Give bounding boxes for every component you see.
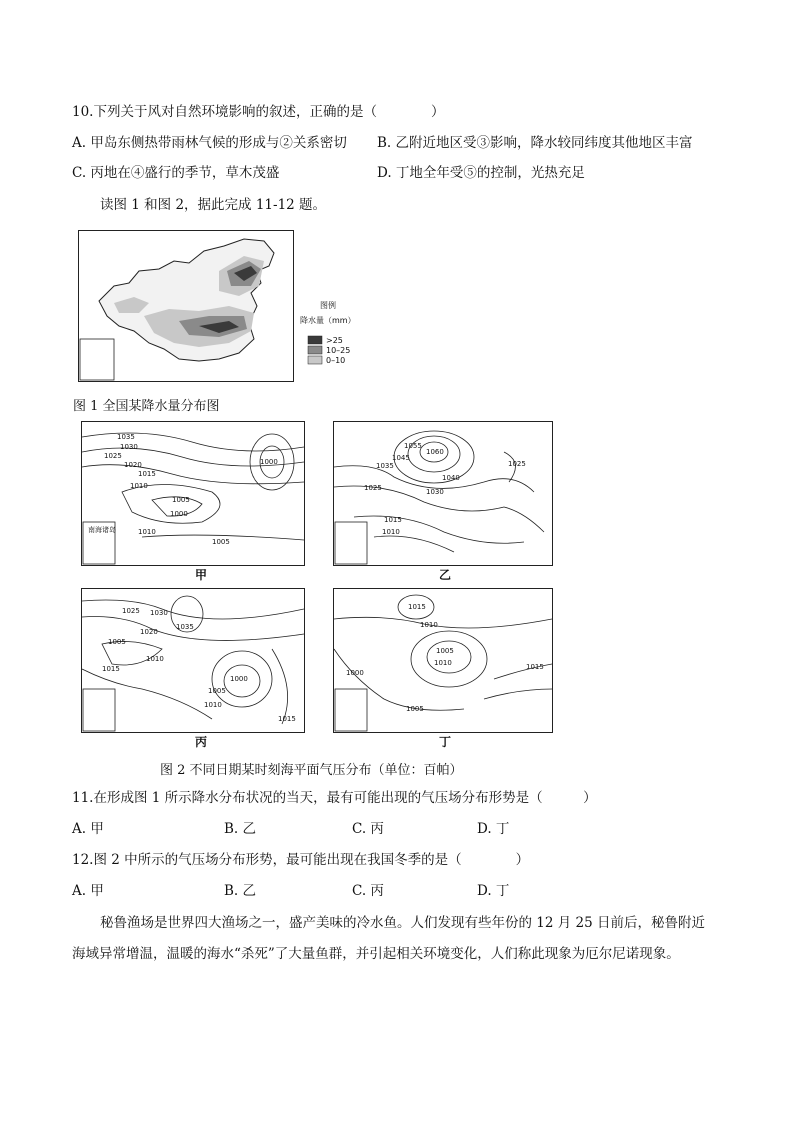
isobar-label: 1025 [508, 460, 526, 468]
south-sea-inset [335, 689, 367, 731]
south-sea-inset [80, 339, 114, 380]
isobar-label: 1020 [124, 461, 142, 469]
figure2-caption: 图 2 不同日期某时刻海平面气压分布（单位：百帕） [160, 763, 463, 778]
isobar-label: 1055 [404, 442, 422, 450]
isobar-label: 1030 [150, 609, 168, 617]
isobar-label: 1025 [122, 607, 140, 615]
legend-swatch-1 [308, 346, 322, 354]
isobar-label: 1005 [208, 687, 226, 695]
isobar-label: 1035 [117, 433, 135, 441]
panel-label-ding: 丁 [439, 735, 452, 749]
isobar-label: 1010 [146, 655, 164, 663]
isobar-label: 1035 [376, 462, 394, 470]
panel-label-jia: 甲 [195, 568, 208, 582]
q10-option-b: B. 乙附近地区受③影响，降水较同纬度其他地区丰富 [377, 135, 693, 151]
legend-swatch-0 [308, 336, 322, 344]
isobar-label: 1025 [104, 452, 122, 460]
figure1-legend [300, 298, 370, 370]
isobar-label: 1005 [406, 705, 424, 713]
isobar-label: 1000 [346, 669, 364, 677]
q12-option-c: C. 丙 [352, 883, 384, 899]
panel-label-bing: 丙 [195, 735, 208, 749]
isobar-label: 1005 [108, 638, 126, 646]
passage-line-1: 秘鲁渔场是世界四大渔场之一，盛产美味的冷水鱼。人们发现有些年份的 12 月 25 日前后，秘鲁附近 [100, 915, 706, 931]
isobar-label: 1015 [526, 663, 544, 671]
legend-subtitle: 降水量（mm） [300, 316, 356, 325]
inset-label: 南海诸岛 [88, 526, 116, 534]
isobar-label: 1010 [434, 659, 452, 667]
isobar-label: 1010 [130, 482, 148, 490]
legend-item-0: >25 [326, 336, 343, 345]
isobar-label: 1005 [436, 647, 454, 655]
panel-bing-graphic [82, 589, 304, 732]
q10-option-c: C. 丙地在④盛行的季节，草木茂盛 [72, 165, 280, 181]
figure1-caption: 图 1 全国某降水量分布图 [73, 399, 220, 414]
panel-label-yi: 乙 [439, 568, 452, 582]
isobar-label: 1000 [170, 510, 188, 518]
isobar-label: 1005 [212, 538, 230, 546]
q11-option-c: C. 丙 [352, 821, 384, 837]
isobar-label: 1000 [230, 675, 248, 683]
isobar-label: 1030 [426, 488, 444, 496]
fig2-panel-yi [333, 421, 553, 566]
isobar-label: 1015 [278, 715, 296, 723]
isobar-label: 1040 [442, 474, 460, 482]
panel-jia-graphic [82, 422, 304, 565]
isobar-label: 1025 [364, 484, 382, 492]
figure1-precip-map [78, 230, 294, 382]
isobar-label: 1010 [204, 701, 222, 709]
q11-option-b: B. 乙 [224, 821, 257, 837]
isobar-label: 1015 [138, 470, 156, 478]
intro-text: 读图 1 和图 2，据此完成 11-12 题。 [100, 197, 327, 213]
q12-option-d: D. 丁 [477, 883, 510, 899]
panel-yi-graphic [334, 422, 552, 565]
isobar-label: 1010 [420, 621, 438, 629]
legend-swatch-2 [308, 356, 322, 364]
q10-option-d: D. 丁地全年受⑤的控制，光热充足 [377, 165, 585, 181]
isobar-label: 1015 [408, 603, 426, 611]
south-sea-inset [83, 689, 115, 731]
q10-option-a: A. 甲岛东侧热带雨林气候的形成与②关系密切 [72, 135, 347, 151]
south-sea-inset [335, 522, 367, 564]
isobar-label: 1060 [426, 448, 444, 456]
isobar-label: 1015 [384, 516, 402, 524]
fig2-panel-ding [333, 588, 553, 733]
q11-option-a: A. 甲 [72, 821, 104, 837]
q10-stem: 10.下列关于风对自然环境影响的叙述，正确的是（ ） [72, 104, 445, 120]
isobar-label: 1015 [102, 665, 120, 673]
panel-ding-graphic [334, 589, 552, 732]
passage-line-2: 海域异常增温，温暖的海水“杀死”了大量鱼群，并引起相关环境变化，人们称此现象为厄尔尼诺现象。 [72, 946, 680, 962]
legend-item-2: 0–10 [326, 356, 346, 365]
figure1-map-graphic [79, 231, 293, 381]
isobar-label: 1005 [172, 496, 190, 504]
q11-option-d: D. 丁 [477, 821, 510, 837]
q12-option-a: A. 甲 [72, 883, 104, 899]
isobar-label: 1000 [260, 458, 278, 466]
isobar-label: 1010 [138, 528, 156, 536]
q12-stem: 12.图 2 中所示的气压场分布形势，最可能出现在我国冬季的是（ ） [72, 852, 530, 868]
fig2-panel-jia [81, 421, 305, 566]
fig2-panel-bing [81, 588, 305, 733]
isobar-label: 1020 [140, 628, 158, 636]
isobar-label: 1035 [176, 623, 194, 631]
q12-option-b: B. 乙 [224, 883, 257, 899]
isobar-label: 1030 [120, 443, 138, 451]
isobar-label: 1045 [392, 454, 410, 462]
legend-item-1: 10–25 [326, 346, 351, 355]
isobar-label: 1010 [382, 528, 400, 536]
q11-stem: 11.在形成图 1 所示降水分布状况的当天，最有可能出现的气压场分布形势是（ ） [72, 790, 597, 806]
legend-title: 图例 [320, 301, 336, 310]
